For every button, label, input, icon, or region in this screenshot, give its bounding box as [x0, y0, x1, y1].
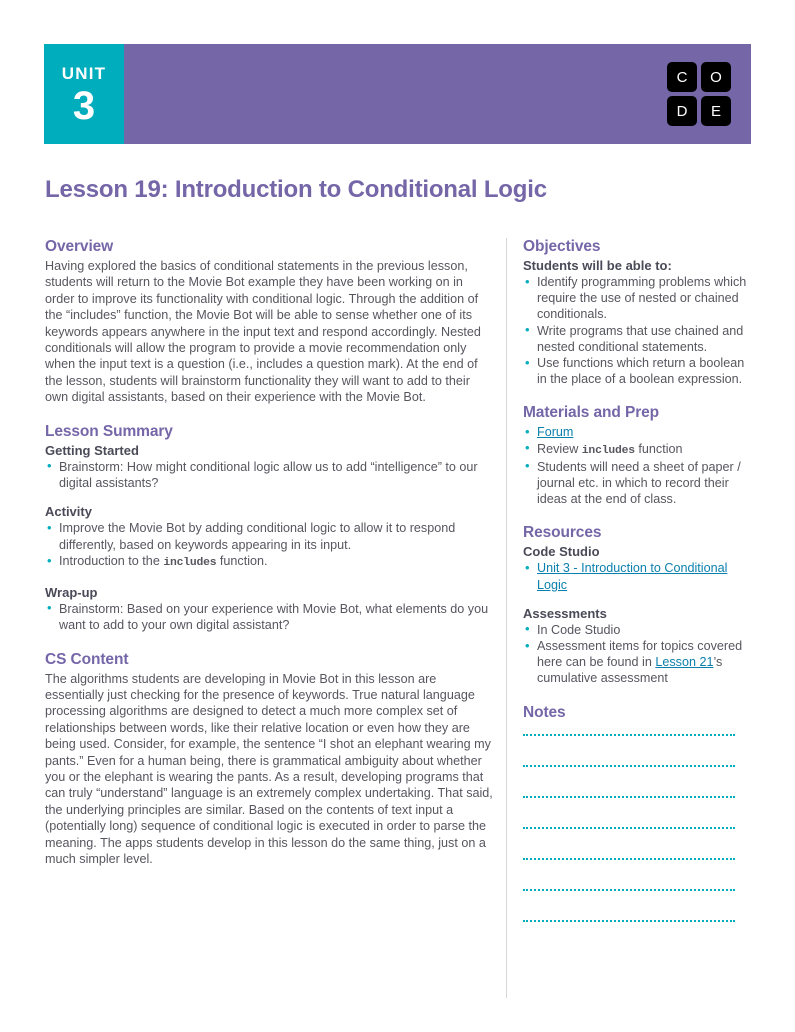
assessments-list [523, 622, 751, 687]
content-columns [45, 238, 751, 998]
cs-content-section [45, 651, 493, 868]
lesson-21-link[interactable]: Lesson 21 [655, 655, 714, 670]
spacer [523, 687, 751, 704]
lesson-summary-heading: Lesson Summary [45, 422, 173, 440]
notes-section [523, 704, 751, 922]
list-item [45, 553, 493, 571]
unit-number: 3 [72, 83, 96, 128]
unit3-intro-conditional-logic-link[interactable]: Unit 3 - Introduction to Conditional Logic [537, 561, 728, 592]
getting-started-heading: Getting Started [45, 442, 139, 458]
unit-header-band [44, 44, 751, 144]
logo-tile-e: E [701, 96, 731, 126]
notes-heading: Notes [523, 703, 566, 721]
objectives-subheading: Students will be able to: [523, 258, 672, 273]
assessments-item2-post: ’s cumulative assessment [537, 655, 723, 686]
notes-lines [523, 734, 751, 922]
assessments-section [523, 606, 751, 687]
lesson-summary-section [45, 423, 493, 634]
objectives-list [523, 274, 751, 387]
note-line [523, 796, 735, 798]
activity-item2-post: function. [216, 554, 268, 569]
spacer [523, 593, 751, 606]
materials-list [523, 424, 751, 507]
note-line [523, 827, 735, 829]
note-line [523, 734, 735, 736]
wrap-up-list [45, 601, 493, 634]
list-item: • Students will need a sheet of paper / journal etc. in which to record their ideas at the end of class. [523, 459, 751, 508]
resources-section [523, 524, 751, 592]
resources-heading: Resources [523, 524, 602, 542]
unit-badge [44, 44, 124, 144]
overview-section [45, 238, 493, 406]
spacer [45, 572, 493, 585]
note-line [523, 920, 735, 922]
note-line [523, 765, 735, 767]
page-title: Lesson 19: Introduction to Conditional Logic [45, 176, 547, 203]
logo-tile-d: D [667, 96, 697, 126]
list-item: • Use functions which return a boolean in the place of a boolean expression. [523, 355, 751, 387]
assessments-item2-pre: Assessment items for topics covered here can be found in [537, 639, 743, 670]
spacer [45, 406, 493, 423]
activity-list [45, 520, 493, 571]
unit-label: UNIT [61, 63, 107, 83]
code-studio-subheading: Code Studio [523, 544, 600, 560]
materials-item2-pre: Review [537, 441, 582, 456]
code-org-logo [667, 62, 731, 126]
overview-text: Having explored the basics of conditional statements in the previous lesson, students will return to the Movie Bot example they have been working on in order to improve its functionality with conditional logic. Through the addition of the “includes” function, the Movie Bot will be able to sense whether one of its keywords appears anywhere in the input text and respond accordingly. Nested conditionals will allow the program to provide a movie recommendation only when the input text is a question (i.e., includes a question mark). At the end of the lesson, students will brainstorm functionality they will want to add to their own digital assistants, based on their experience with the Movie Bot. [45, 259, 481, 405]
getting-started-list [45, 459, 493, 492]
logo-tile-c: C [667, 62, 697, 92]
list-item [523, 441, 751, 459]
spacer [523, 507, 751, 524]
resources-list [523, 560, 751, 592]
list-item: • Brainstorm: How might conditional logic allow us to add “intelligence” to our digital assistants? [45, 459, 493, 492]
spacer [45, 634, 493, 651]
includes-code-token: includes [581, 444, 635, 457]
logo-tile-o: O [701, 62, 731, 92]
list-item: • Improve the Movie Bot by adding conditional logic to allow it to respond differently, based on keywords appearing in its input. [45, 520, 493, 553]
includes-code-token: includes [163, 557, 217, 570]
main-column [45, 238, 493, 998]
overview-heading: Overview [45, 238, 114, 255]
cs-content-heading: CS Content [45, 650, 129, 668]
list-item [523, 638, 751, 687]
list-item [523, 560, 751, 592]
materials-and-prep-section [523, 404, 751, 507]
list-item [523, 424, 751, 440]
materials-heading: Materials and Prep [523, 404, 660, 422]
forum-link[interactable]: Forum [537, 425, 574, 440]
assessments-heading: Assessments [523, 605, 607, 621]
activity-heading: Activity [45, 504, 92, 520]
cs-content-text: The algorithms students are developing in Movie Bot in this lesson are essentially just checking for the presence of keywords. True natural language processing algorithms are designed to detect a much more complex set of relationships between words, like their relative location or even how they are being used. Consider, for example, the sentence “I shot an elephant wearing my pants.” Even for a human being, there is grammatical ambiguity about whether you or the elephant is wearing the pants. As a result, developing programs that can truly “understand” language is an extremely complex undertaking. That said, the underlying principles are similar. Based on the contents of text input a (potentially long) sequence of conditional logic is executed in order to parse the meaning. The apps students develop in this lesson do the same thing, just on a much simpler level. [45, 671, 493, 866]
activity-item2-pre: Introduction to the [59, 554, 164, 569]
spacer [45, 491, 493, 504]
note-line [523, 858, 735, 860]
spacer [523, 387, 751, 404]
header-spacer [124, 44, 667, 144]
sidebar-column [523, 238, 751, 998]
list-item: • Brainstorm: Based on your experience with Movie Bot, what elements do you want to add to your own digital assistant? [45, 601, 493, 634]
list-item: • Identify programming problems which require the use of nested or chained conditionals. [523, 274, 751, 323]
note-line [523, 889, 735, 891]
list-item: • In Code Studio [523, 622, 751, 638]
objectives-section [523, 238, 751, 387]
wrap-up-heading: Wrap-up [45, 584, 98, 600]
column-divider [506, 238, 507, 998]
list-item: • Write programs that use chained and nested conditional statements. [523, 323, 751, 355]
materials-item2-post: function [634, 441, 683, 456]
objectives-heading: Objectives [523, 238, 601, 255]
